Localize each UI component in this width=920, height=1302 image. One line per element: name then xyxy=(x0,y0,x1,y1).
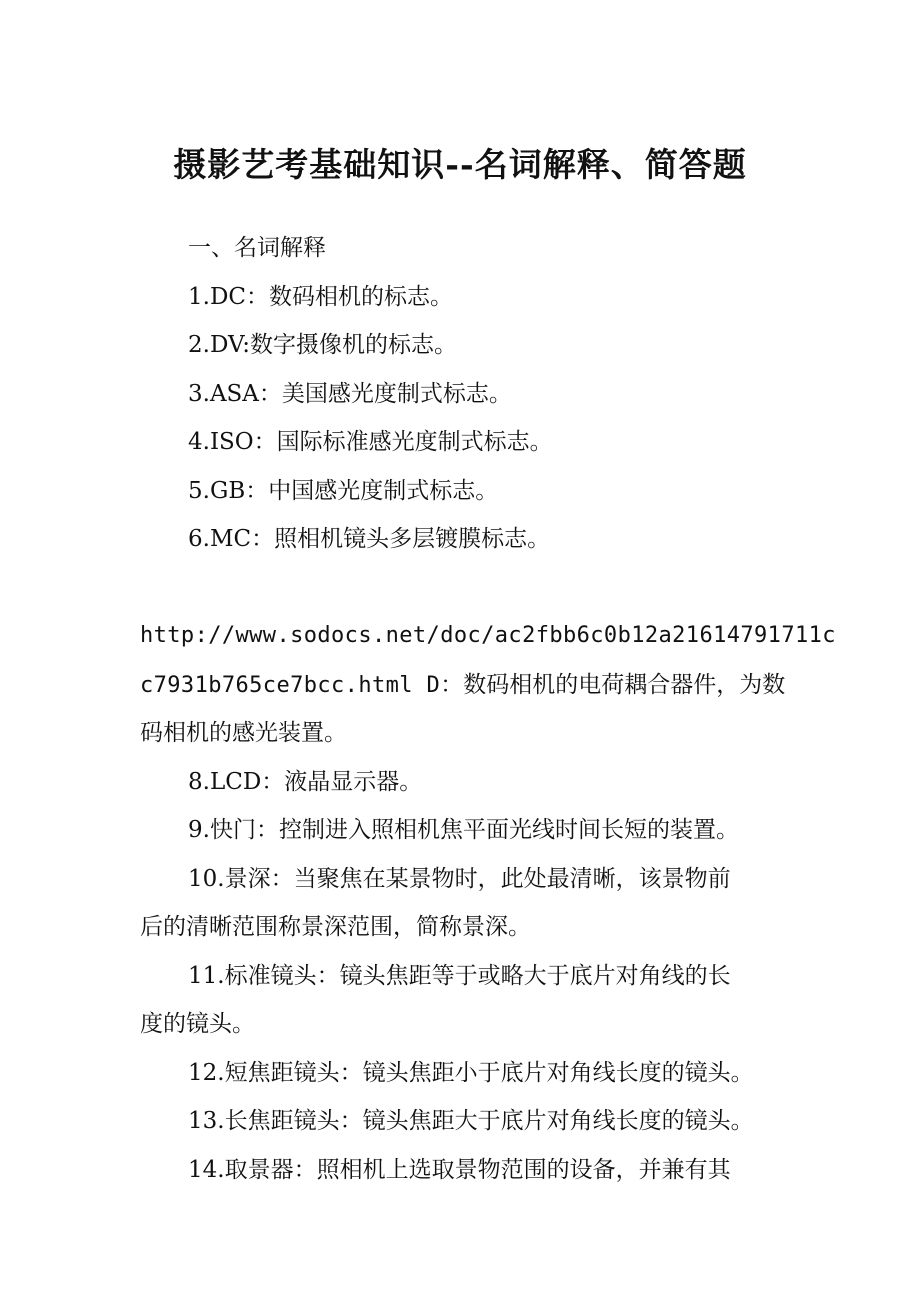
term-standard-lens-line-2: 度的镜头。 xyxy=(140,1011,255,1037)
term-asa: 3.ASA：美国感光度制式标志。 xyxy=(188,380,512,407)
url-line-3: 码相机的感光装置。 xyxy=(140,720,347,746)
term-standard-lens-line-1: 11.标准镜头：镜头焦距等于或略大于底片对角线的长 xyxy=(188,962,731,989)
url-line-2-text: ：数码相机的电荷耦合器件，为数 xyxy=(440,671,786,698)
term-dof-line-1: 10.景深：当聚焦在某景物时，此处最清晰，该景物前 xyxy=(188,865,731,892)
term-gb: 5.GB：中国感光度制式标志。 xyxy=(188,477,499,504)
url-line-2 xyxy=(140,661,790,710)
url-line-2-code: c7931b765ce7bcc.html D xyxy=(140,672,441,698)
term-iso: 4.ISO：国际标准感光度制式标志。 xyxy=(188,429,553,455)
term-mc: 6.MC：照相机镜头多层镀膜标志。 xyxy=(188,526,551,552)
term-long-focal-lens: 13.长焦距镜头：镜头焦距大于底片对角线长度的镜头。 xyxy=(188,1108,754,1134)
term-short-focal-lens: 12.短焦距镜头：镜头焦距小于底片对角线长度的镜头。 xyxy=(188,1059,754,1086)
term-dc: 1.DC：数码相机的标志。 xyxy=(188,283,453,310)
term-shutter: 9.快门：控制进入照相机焦平面光线时间长短的装置。 xyxy=(188,817,739,843)
term-lcd: 8.LCD：液晶显示器。 xyxy=(188,768,423,795)
term-dof-line-2: 后的清晰范围称景深范围，简称景深。 xyxy=(140,914,531,940)
section-heading: 一、名词解释 xyxy=(188,235,326,261)
document-body xyxy=(140,224,836,1194)
url-line-1: http://www.sodocs.net/doc/ac2fbb6c0b12a21614791711c xyxy=(140,623,836,648)
term-viewfinder-line-1: 14.取景器：照相机上选取景物范围的设备，并兼有其 xyxy=(188,1156,731,1183)
term-dv: 2.DV:数字摄像机的标志。 xyxy=(188,332,458,358)
paragraph-gap xyxy=(140,564,790,613)
document-title: 摄影艺考基础知识--名词解释、简答题 xyxy=(173,145,747,184)
